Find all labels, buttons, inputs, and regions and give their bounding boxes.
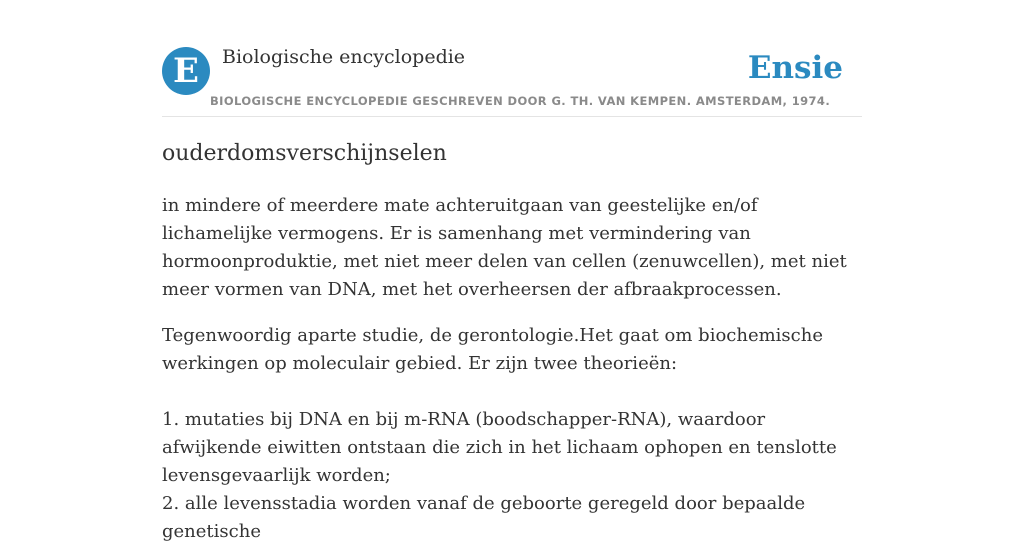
entry-paragraph: Tegenwoordig aparte studie, de gerontologie.Het gaat om biochemische werkingen op moleculair gebied. Er zijn twee theorieën: bbox=[162, 325, 823, 374]
entry-content bbox=[162, 138, 866, 546]
paragraph-spacer bbox=[162, 378, 866, 406]
ensie-brand-logo[interactable]: Ensie bbox=[747, 50, 843, 86]
list-item: 2. alle levensstadia worden vanaf de geboorte geregeld door bepaalde genetische bbox=[162, 493, 806, 542]
entry-title: ouderdomsverschijnselen bbox=[162, 141, 447, 166]
entry-paragraph: in mindere of meerdere mate achteruitgaan van geestelijke en/of lichamelijke vermogens. Er is samenhang met vermindering van hormoonproduktie, met niet meer delen van cellen (zenuwcellen), met niet meer vormen van DNA, met het overheersen der afbraakprocessen. bbox=[162, 195, 847, 300]
list-item: 1. mutaties bij DNA en bij m-RNA (boodschapper-RNA), waardoor afwijkende eiwitten ontstaan die zich in het lichaam ophopen en tenslotte levensgevaarlijk worden; bbox=[162, 409, 837, 486]
book-title-link[interactable]: Biologische encyclopedie bbox=[222, 46, 466, 68]
book-subtitle: BIOLOGISCHE ENCYCLOPEDIE GESCHREVEN DOOR G. TH. VAN KEMPEN. AMSTERDAM, 1974. bbox=[210, 94, 831, 108]
encyclopedia-logo[interactable]: E bbox=[162, 47, 210, 95]
header bbox=[162, 44, 862, 117]
